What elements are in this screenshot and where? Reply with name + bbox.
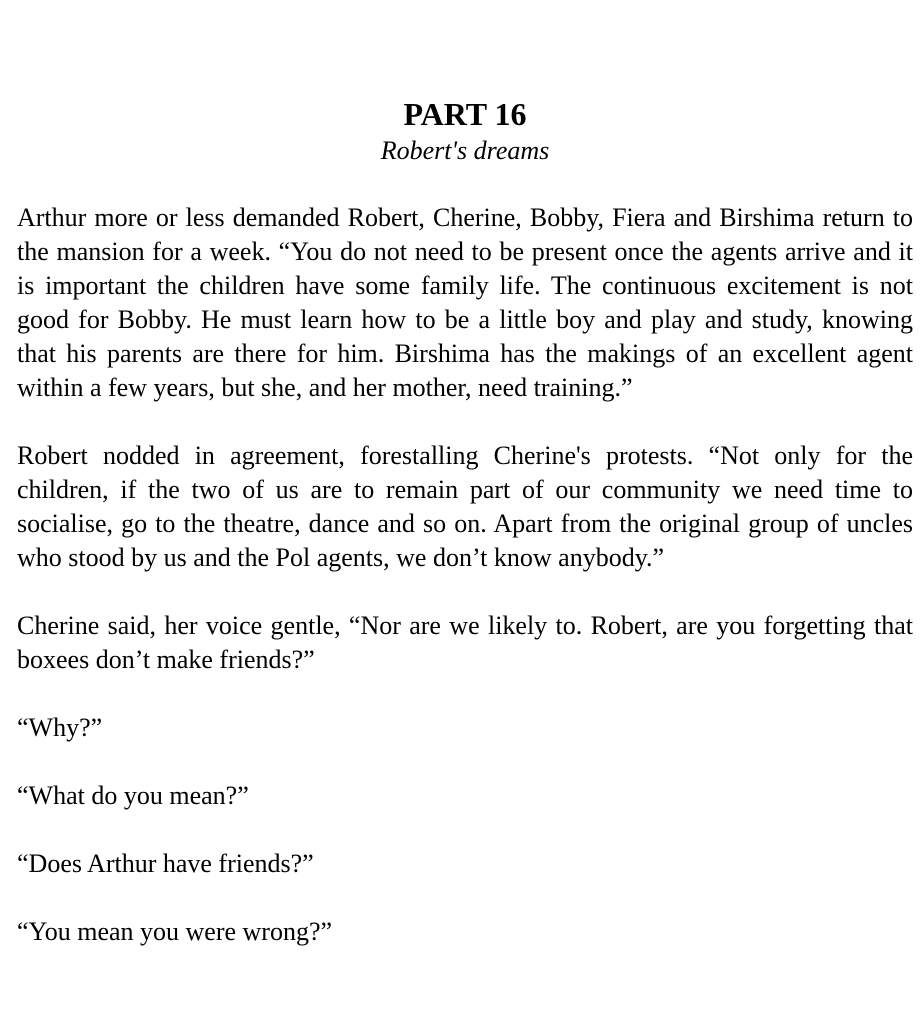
paragraph-1: Arthur more or less demanded Robert, Cherine, Bobby, Fiera and Birshima return to the mansion for a week. “You do not need to be present once the agents arrive and it is important the children have some family life. The continuous excitement is not good for Bobby. He must learn how to be a little boy and play and study, knowing that his parents are there for him. Birshima has the makings of an excellent agent within a few years, but she, and her mother, need training.” (17, 203, 913, 402)
paragraph-6: “Does Arthur have friends?” (17, 849, 314, 878)
paragraph-5: “What do you mean?” (17, 781, 249, 810)
paragraph-7: “You mean you were wrong?” (17, 917, 333, 946)
chapter-subtitle: Robert's dreams (380, 136, 550, 165)
chapter-title: PART 16 (403, 96, 527, 132)
paragraph-4: “Why?” (17, 713, 103, 742)
document-page (17, 94, 913, 983)
paragraph-2: Robert nodded in agreement, forestalling Cherine's protests. “Not only for the children, if the two of us are to remain part of our community we need time to socialise, go to the theatre, dance and so on. Apart from the original group of uncles who stood by us and the Pol agents, we don’t know anybody.” (17, 441, 913, 572)
paragraph-3: Cherine said, her voice gentle, “Nor are we likely to. Robert, are you forgetting that boxees don’t make friends?” (17, 611, 913, 674)
